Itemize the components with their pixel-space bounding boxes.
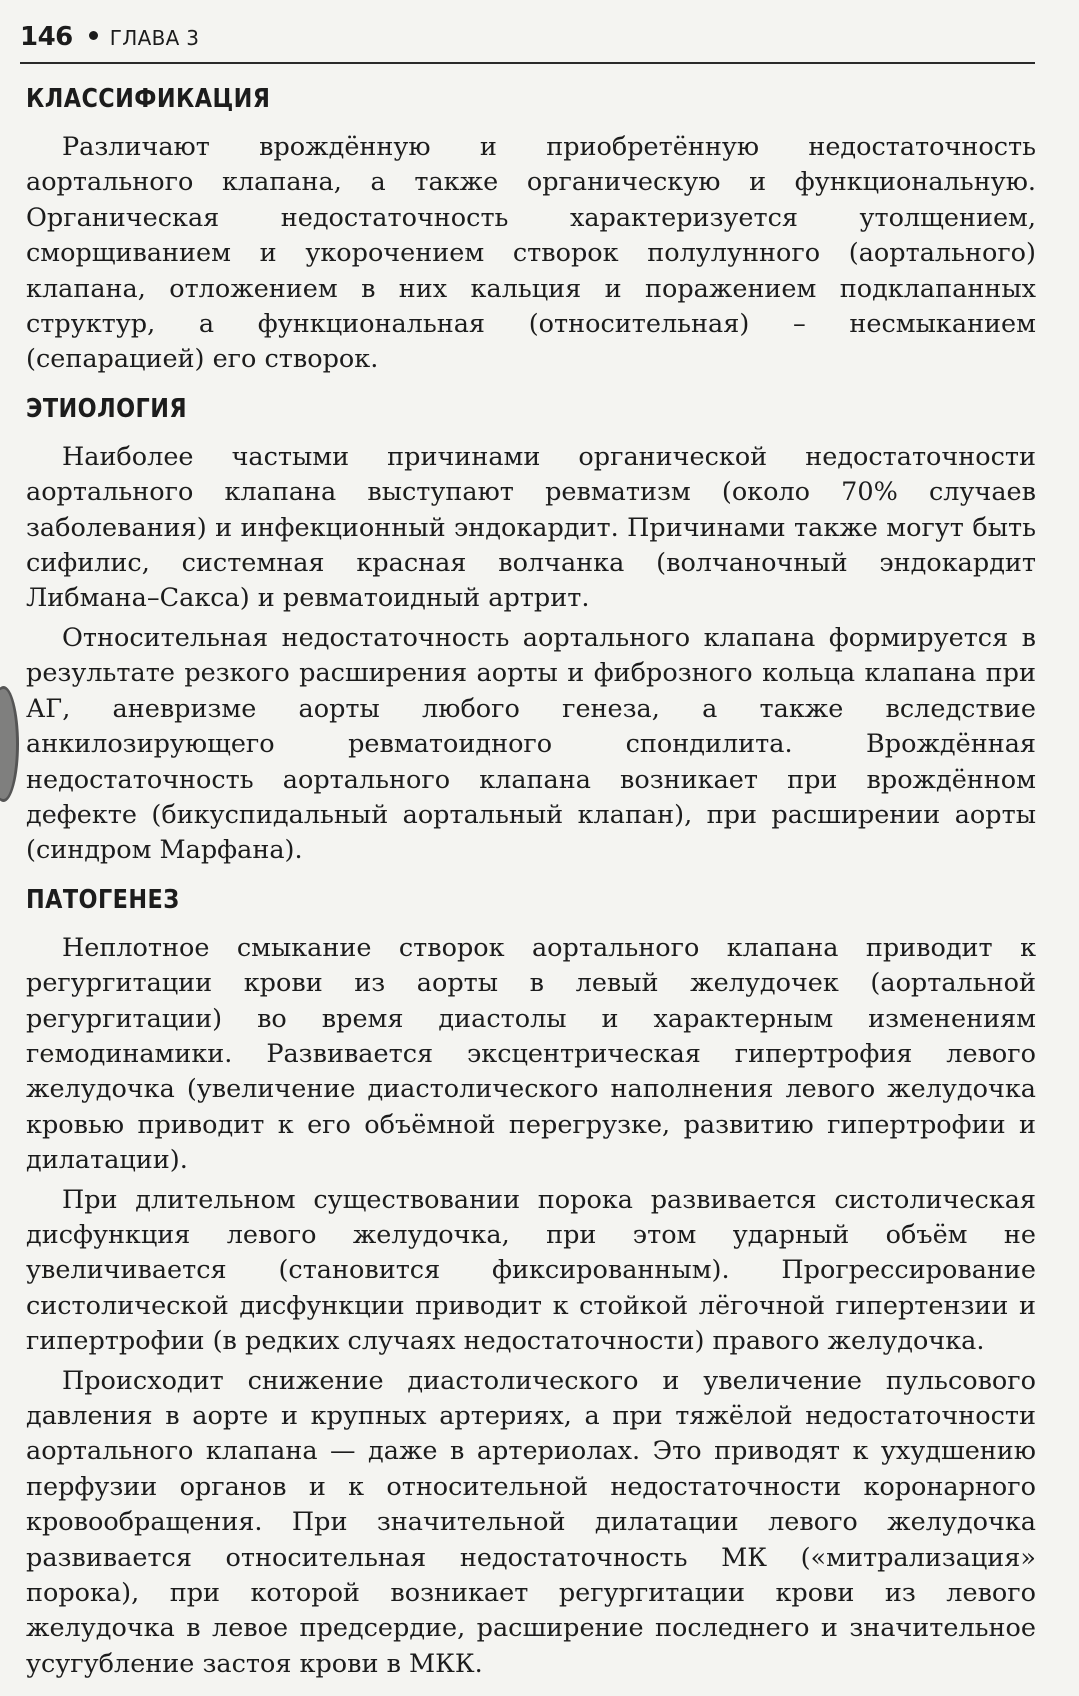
paragraph: При длительном существовании порока развивается систолическая дисфункция левого желудочка, при этом ударный объём не увеличивается (становится фиксированным). Прогрессирование систолической дисфункции приводит к стойкой лёгочной гипертензии и гипертрофии (в редких случаях недостаточности) правого желудочка. (26, 1184, 1036, 1357)
paragraph: Различают врождённую и приобретённую недостаточность аортального клапана, а также органическую и функциональную. Органическая недостаточность характеризуется утолщением, сморщиванием и укорочением створок полулунного (аортального) клапана, отложением в них кальция и поражением подклапанных структур, а функциональная (относительная) – несмыканием (сепарацией) его створок. (26, 132, 1036, 375)
section-heading: КЛАССИФИКАЦИЯ (26, 84, 271, 114)
section-classification (26, 82, 1036, 378)
paragraph: Неплотное смыкание створок аортального клапана приводит к регургитации крови из аорты в левый желудочек (аортальной регургитации) во время диастолы и характерным изменениям гемодинамики. Развивается эксцентрическая гипертрофия левого желудочка (увеличение диастолического наполнения левого желудочка кровью приводит к его объёмной перегрузке, развитию гипертрофии и дилатации). (26, 932, 1036, 1176)
binding-edge-mark (0, 686, 19, 802)
paragraph: Относительная недостаточность аортального клапана формируется в результате резкого расширения аорты и фиброзного кольца клапана при АГ, аневризме аорты любого генеза, а также вследствие анкилозирующего ревматоидного спондилита. Врождённая недостаточность аортального клапана возникает при врождённом дефекте (бикуспидальный аортальный клапан), при расширении аорты (синдром Марфана). (26, 622, 1036, 866)
paragraph: Наиболее частыми причинами органической недостаточности аортального клапана выступают ревматизм (около 70% случаев заболевания) и инфекционный эндокардит. Причинами также могут быть сифилис, системная красная волчанка (волчаночный эндокардит Либмана–Сакса) и ревматоидный артрит. (26, 441, 1036, 614)
bullet-icon (89, 31, 98, 40)
page-body (26, 82, 1036, 1696)
page-number: 146 (20, 22, 73, 52)
section-etiology (26, 392, 1036, 869)
running-head (20, 22, 199, 54)
header-rule (20, 62, 1035, 64)
section-heading: ПАТОГЕНЕЗ (26, 884, 180, 915)
chapter-label: ГЛАВА 3 (109, 26, 200, 50)
section-heading: ЭТИОЛОГИЯ (26, 393, 188, 424)
paragraph: Происходит снижение диастолического и увеличение пульсового давления в аорте и крупных артериях, а при тяжёлой недостаточности аортального клапана — даже в артериолах. Это приводят к ухудшению перфузии органов и к относительной недостаточности коронарного кровообращения. При значительной дилатации левого желудочка развивается относительная недостаточность МК («митрализация» порока), при которой возникает регургитации крови из левого желудочка в левое предсердие, расширение последнего и значительное усугубление застоя крови в МКК. (26, 1365, 1036, 1679)
section-pathogenesis (26, 883, 1036, 1683)
